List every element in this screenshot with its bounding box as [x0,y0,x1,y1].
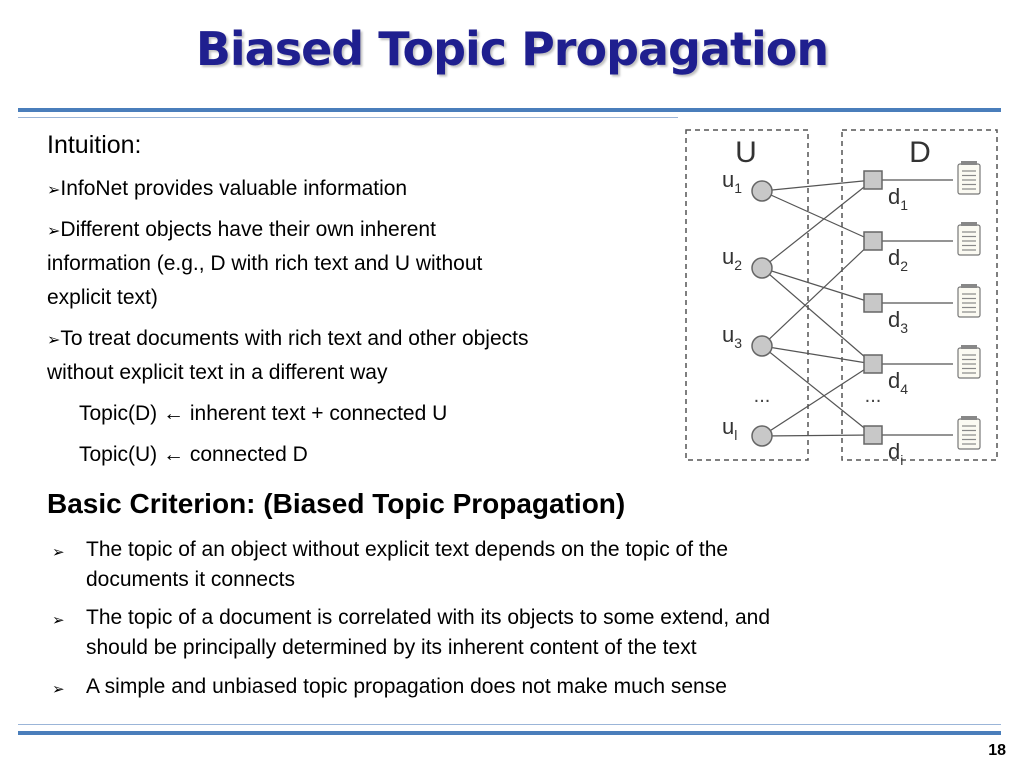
top-rule-thin [18,117,678,118]
u-node-label: $u_2$ [722,244,743,273]
u-node [752,181,772,201]
bullet-arrow-icon: ➢ [47,223,61,240]
edge-u1-d3 [762,268,873,364]
d-ellipsis: ... [864,385,882,407]
top-rule [18,108,1001,112]
d-node [864,294,882,312]
d-node [864,171,882,189]
edge-layer [762,180,873,436]
u-ellipsis: ... [753,385,771,407]
intuition-point-3: ➢To treat documents with rich text and other objects [47,327,529,350]
bullet-arrow-icon: ➢ [47,182,61,199]
criterion-bullet-2-line-2: should be principally determined by its inherent content of the text [86,636,697,659]
document-icon [958,345,980,378]
slide-title: Biased Topic Propagation [195,22,829,76]
d-node [864,232,882,250]
criterion-bullet-2-line-1: The topic of a document is correlated with its objects to some extend, and [86,606,771,629]
u-node-label: $u_l$ [722,414,738,443]
u-node [752,336,772,356]
edge-u2-d4 [762,346,873,435]
d-node-label: $d_i$ [888,439,904,468]
criterion-bullet-1-line-1: The topic of an object without explicit text depends on the topic of the [86,538,729,561]
d-node-layer [864,161,980,468]
criterion-heading: Basic Criterion: (Biased Topic Propagation) [47,488,626,519]
edge-u2-d3 [762,346,873,364]
d-node-label: $d_3$ [888,307,909,336]
u-node-label: $u_1$ [722,167,743,196]
criterion-bullet-1-line-2: documents it connects [86,568,295,591]
d-node [864,426,882,444]
intuition-heading: Intuition: [47,131,142,159]
formula-topic-u: Topic(U) ← connected D [79,443,308,466]
edge-u1-d0 [762,180,873,268]
intuition-point-2-line-2: information (e.g., D with rich text and U without [47,252,483,275]
d-node-label: $d_4$ [888,368,909,397]
bottom-rule [18,731,1001,735]
u-node [752,426,772,446]
intuition-point-1: ➢InfoNet provides valuable information [47,177,408,200]
edge-u0-d1 [762,191,873,241]
u-title: U [735,136,757,169]
document-icon [958,222,980,255]
bullet-arrow-icon: ➢ [52,681,65,698]
edge-u0-d0 [762,180,873,191]
document-icon [958,284,980,317]
left-arrow-icon: ← [163,443,185,466]
bullet-arrow-icon: ➢ [52,544,65,561]
bullet-arrow-icon: ➢ [47,332,61,349]
u-group-box [686,130,808,460]
bipartite-diagram [680,120,1010,470]
criterion-bullet-3: A simple and unbiased topic propagation does not make much sense [86,675,727,698]
intuition-point-2-line-3: explicit text) [47,286,158,309]
page-number: 18 [988,742,1006,759]
d-node-label: $d_1$ [888,184,909,213]
intuition-point-3-line-2: without explicit text in a different way [47,361,388,384]
intuition-point-2: ➢Different objects have their own inherent [47,218,436,241]
u-node-label: $u_3$ [722,322,743,351]
edge-u1-d2 [762,268,873,303]
edge-u2-d1 [762,241,873,346]
formula-topic-d: Topic(D) ← inherent text + connected U [79,402,448,425]
u-node [752,258,772,278]
edge-u3-d3 [762,364,873,436]
document-icon [958,161,980,194]
d-node [864,355,882,373]
edge-u3-d4 [762,435,873,436]
left-arrow-icon: ← [163,402,185,425]
d-title: D [909,136,931,169]
d-node-label: $d_2$ [888,245,909,274]
bullet-arrow-icon: ➢ [52,612,65,629]
document-icon [958,416,980,449]
bottom-rule-thin [18,724,1001,725]
